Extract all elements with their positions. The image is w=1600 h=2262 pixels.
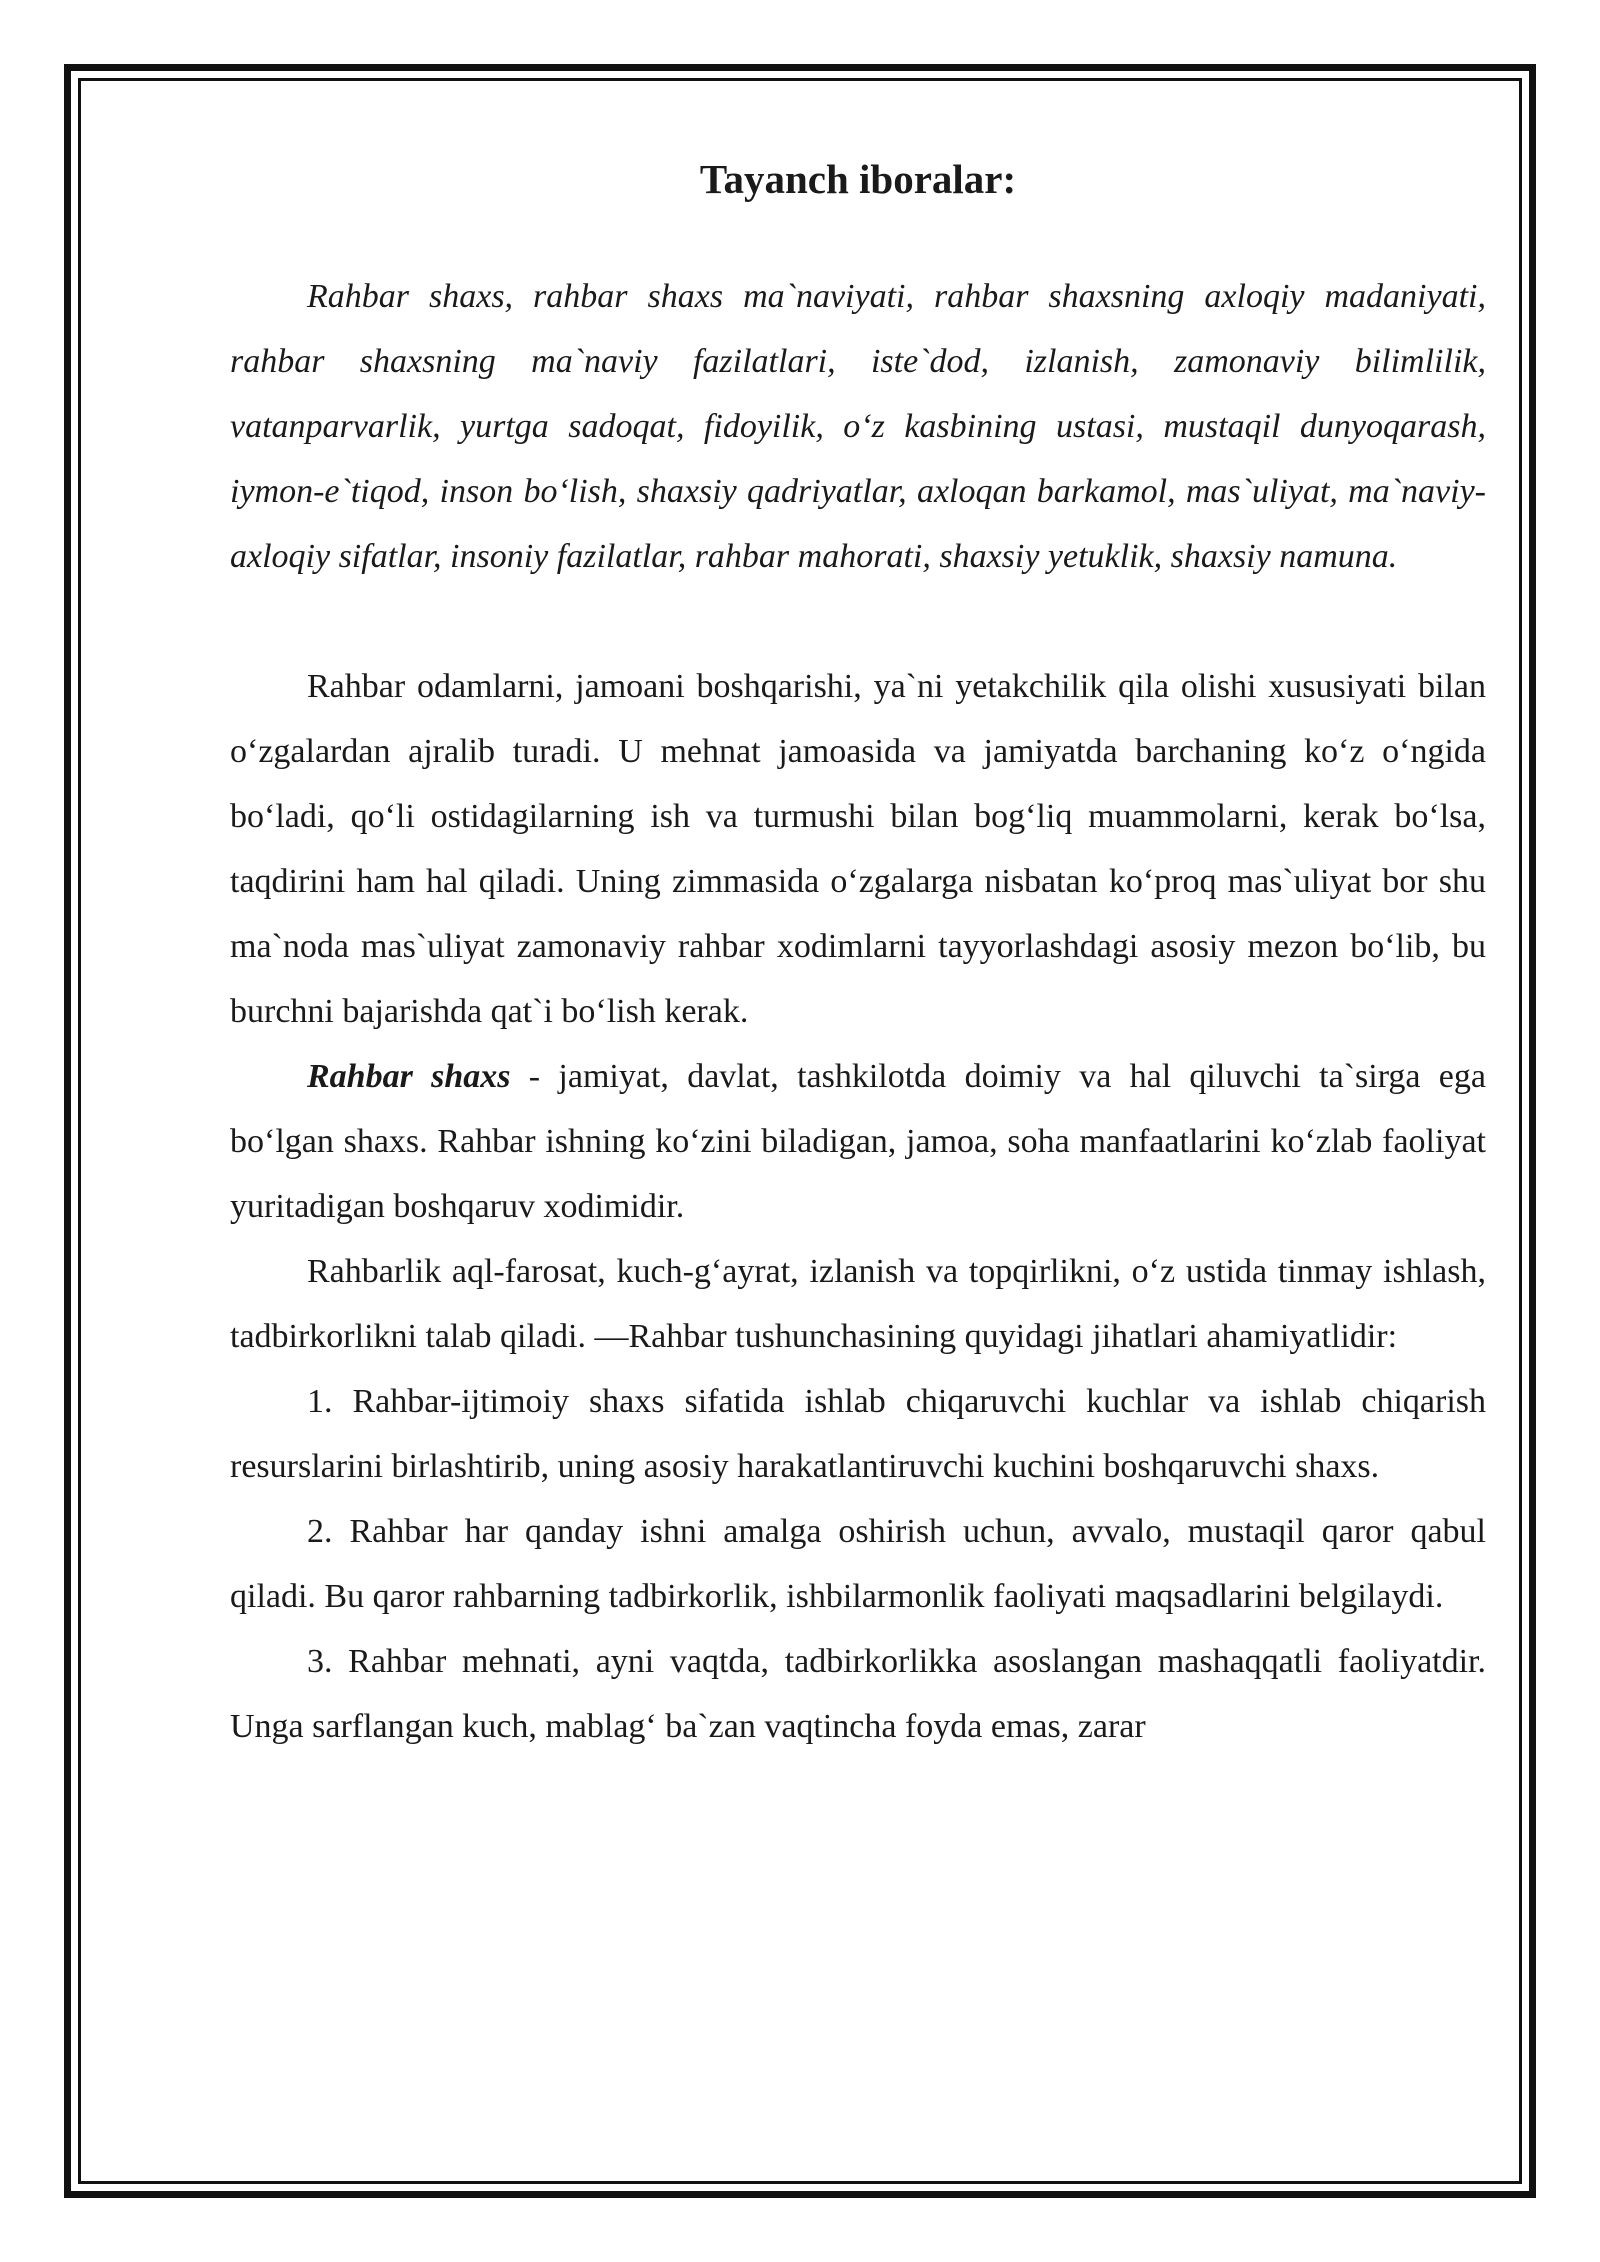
list-item-1: 1. Rahbar-ijtimoiy shaxs sifatida ishlab chiqaruvchi kuchlar va ishlab chiqarish resurslarini birlashtirib, uning asosiy harakatlantiruvchi kuchini boshqaruvchi shaxs. <box>230 1383 1486 1485</box>
page-content <box>230 150 1486 1759</box>
list-item-3: 3. Rahbar mehnati, ayni vaqtda, tadbirkorlikka asoslangan mashaqqatli faoliyatdir. Unga sarflangan kuch, mablag‘ ba`zan vaqtincha foyda emas, zarar <box>230 1643 1486 1745</box>
paragraph-leader-definition <box>230 1044 1486 1239</box>
list-item-2: 2. Rahbar har qanday ishni amalga oshirish uchun, avvalo, mustaqil qaror qabul qiladi. Bu qaror rahbarning tadbirkorlik, ishbilarmonlik faoliyati maqsadlarini belgilaydi. <box>230 1513 1486 1615</box>
definition-text: - jamiyat, davlat, tashkilotda doimiy va hal qiluvchi ta`sirga ega bo‘lgan shaxs. Rahbar ishning ko‘zini biladigan, jamoa, soha manfaatlarini ko‘zlab faoliyat yuritadigan boshqaruv xodimidir. <box>230 1058 1486 1225</box>
page-title: Tayanch iboralar: <box>699 156 1017 202</box>
paragraph-leader-role: Rahbar odamlarni, jamoani boshqarishi, ya`ni yetakchilik qila olishi xususiyati bilan o‘zgalardan ajralib turadi. U mehnat jamoasida va jamiyatda barchaning ko‘z o‘ngida bo‘ladi, qo‘li ostidagilarning ish va turmushi bilan bog‘liq muammolarni, kerak bo‘lsa, taqdirini ham hal qiladi. Uning zimmasida o‘zgalarga nisbatan ko‘proq mas`uliyat bor shu ma`noda mas`uliyat zamonaviy rahbar xodimlarni tayyorlashdagi asosiy mezon bo‘lib, bu burchni bajarishda qat`i bo‘lish kerak. <box>230 668 1486 1030</box>
keywords-paragraph: Rahbar shaxs, rahbar shaxs ma`naviyati, rahbar shaxsning axloqiy madaniyati, rahbar shaxsning ma`naviy fazilatlari, iste`dod, izlanish, zamonaviy bilimlilik, vatanparvarlik, yurtga sadoqat, fidoyilik, o‘z kasbining ustasi, mustaqil dunyoqarash, iymon-e`tiqod, inson bo‘lish, shaxsiy qadriyatlar, axloqan barkamol, mas`uliyat, ma`naviy-axloqiy sifatlar, insoniy fazilatlar, rahbar mahorati, shaxsiy yetuklik, shaxsiy namuna. <box>230 278 1486 575</box>
paragraph-leadership-aspects: Rahbarlik aql-farosat, kuch-g‘ayrat, izlanish va topqirlikni, o‘z ustida tinmay ishlash, tadbirkorlikni talab qiladi. —Rahbar tushunchasining quyidagi jihatlari ahamiyatlidir: <box>230 1253 1486 1355</box>
defined-term: Rahbar shaxs <box>307 1058 511 1095</box>
